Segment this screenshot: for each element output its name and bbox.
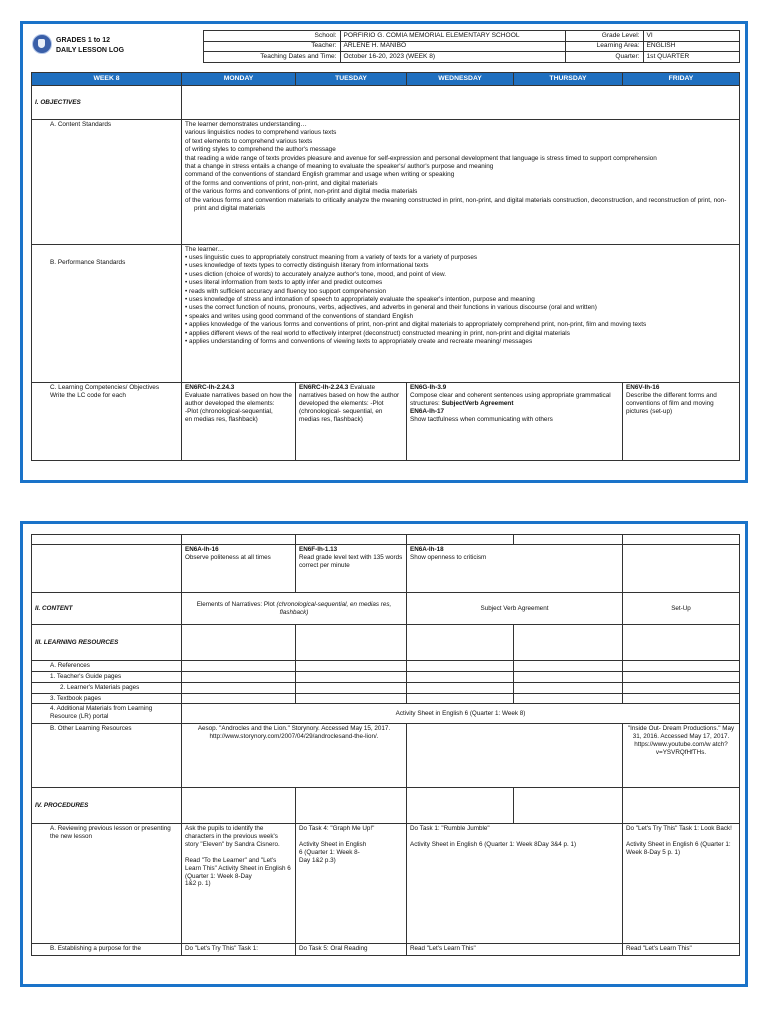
wednesday-competency: [407, 545, 623, 593]
friday-competency: [623, 383, 740, 461]
activity-sheet-value: Activity Sheet in English 6 (Quarter 1: Week 8): [182, 704, 740, 724]
competencies-cell: [32, 383, 182, 461]
review-monday: Ask the pupils to identify the characters in the previous week's story "Eleven" by Sandra Cisnero. Read "To the Learner" and "Let's Learn This" Activity Sheet in English 6 (Quarter 1: Week 8-Day 1&2 p. 1): [182, 824, 296, 944]
dates-label: Teaching Dates and Time:: [203, 52, 340, 63]
friday-header: FRIDAY: [623, 73, 740, 86]
lc-code: EN6V-Ih-16: [626, 384, 660, 391]
teacher-value: ARLENE H. MAÑIBO: [340, 41, 565, 52]
purpose-friday: Read "Let's Learn This": [623, 944, 740, 956]
teacher-label: Teacher:: [203, 41, 340, 52]
day-header-row: [32, 73, 740, 86]
review-tuesday: Do Task 4: "Graph Me Up!" Activity Sheet in English 6 (Quarter 1: Week 8- Day 1&2 p.3): [296, 824, 407, 944]
other-resources-label: B. Other Learning Resources: [32, 724, 182, 788]
lc-text: Show tactfulness when communicating with others: [410, 416, 553, 423]
tuesday-competency: [296, 383, 407, 461]
lc-text: Describe the different forms and conventions of film and moving pictures (set-up): [626, 392, 717, 415]
thursday-header: THURSDAY: [514, 73, 623, 86]
quarter-value: 1st QUARTER: [643, 52, 739, 63]
lc-code: EN6A-Ih-17: [410, 408, 445, 415]
log-title: DAILY LESSON LOG: [56, 46, 125, 54]
references-label: A. References: [32, 661, 182, 672]
learners-materials-label: 2. Learner's Materials pages: [32, 682, 182, 693]
content-label: II. CONTENT: [32, 593, 182, 625]
lc-text: Show openness to criticism: [410, 553, 487, 561]
other-resources-friday: "Inside Out- Dream Productions." May 31, 2016. Accessed May 17, 2017. https://www.youtube.com/w atch?v=YSVRQfHfTHs.: [623, 724, 740, 788]
lc-text: Evaluate narratives based on how the author developed the elements: -Plot (chronological-sequential, en medias res, flashback): [185, 392, 292, 423]
list-item: The learner demonstrates understanding…: [185, 121, 307, 128]
quarter-label: Quarter:: [565, 52, 643, 63]
objectives-label: I. OBJECTIVES: [32, 86, 182, 120]
lc-code: EN6A-Ih-18: [410, 546, 444, 553]
lesson-table: [31, 534, 740, 956]
lc-code: EN6F-Ih-1.13: [299, 546, 338, 553]
review-friday: Do "Let's Try This" Task 1: Look Back! Activity Sheet in English 6 (Quarter 1: Week 8-Day 5 p. 1): [623, 824, 740, 944]
performance-intro: The learner…: [185, 246, 225, 253]
purpose-tuesday: Do Task 5: Oral Reading: [296, 944, 407, 956]
lc-code: EN6RC-Ih-2.24.3: [185, 384, 235, 391]
lc-text: Evaluate narratives based on how the author developed the elements: -Plot (chronological- sequential, en medias res, flashback): [299, 384, 400, 423]
content-standards-label: A. Content Standards: [32, 120, 182, 245]
list-item: various linguistics nodes to comprehend various texts: [185, 129, 337, 137]
textbook-label: 3. Textbook pages: [32, 693, 182, 704]
list-item: that a change in stress entails a change of meaning to evaluate the speaker's/ author's purpose and meaning: [185, 163, 494, 171]
dll-page-2: [20, 521, 748, 987]
content-standards-list: [185, 121, 736, 213]
monday-competency: [182, 383, 296, 461]
lc-text: Compose clear and coherent sentences using appropriate grammatical structures:: [410, 392, 611, 407]
lc-code: EN6RC-Ih-2.24.3: [299, 384, 349, 391]
wednesday-header: WEDNESDAY: [407, 73, 514, 86]
review-label: A. Reviewing previous lesson or presenting the new lesson: [32, 824, 182, 944]
purpose-label: B. Establishing a purpose for the: [32, 944, 182, 956]
competencies-sub: Write the LC code for each: [50, 392, 126, 399]
list-item: • uses the correct function of nouns, pronouns, verbs, adjectives, and adverbs in general and their functions in various discourse (oral and written): [185, 304, 736, 312]
list-item: • uses diction (choice of words) to accurately analyze author's tone, mood, and point of view.: [185, 271, 736, 279]
lc-text: Read grade level text with 135 words correct per minute: [299, 553, 403, 569]
list-item: of the various forms and conventions of print, non-print and digital media materials: [185, 188, 418, 196]
list-item: of the various forms and convention materials to critically analyze the meaning constructed in print, non-print, and digital materials construction, deconstruction, and reconstruction of print, non-print and digital materials: [185, 196, 727, 213]
wednesday-competency: [407, 383, 623, 461]
list-item: • uses knowledge of texts types to correctly distinguish literary from informational texts: [185, 262, 736, 270]
list-item: that reading a wide range of texts provides pleasure and avenue for self-expression and personal development that language is stress timed to support comprehension: [185, 154, 657, 162]
performance-standards-label: B. Performance Standards: [32, 245, 182, 383]
list-item: • uses literal information from texts to aptly infer and predict outcomes: [185, 279, 736, 287]
purpose-monday: Do "Let's Try This" Task 1:: [182, 944, 296, 956]
list-item: of text elements to comprehend various texts: [185, 137, 313, 145]
review-wednesday: Do Task 1: "Rumble Jumble" Activity Sheet in English 6 (Quarter 1: Week 8Day 3&4 p. 1): [407, 824, 623, 944]
monday-header: MONDAY: [182, 73, 296, 86]
tuesday-competency: [296, 545, 407, 593]
list-item: • applies understanding of forms and conventions of viewing texts to appropriately create and recreate meaning/ messages: [185, 338, 736, 346]
lc-code: EN6A-Ih-16: [185, 546, 219, 553]
grade-label: Grade Level:: [565, 31, 643, 42]
purpose-wednesday: Read "Let's Learn This": [407, 944, 623, 956]
list-item: of the forms and conventions of print, non-print, and digital materials: [185, 179, 378, 187]
monday-competency: [182, 545, 296, 593]
week-label: WEEK 8: [32, 73, 182, 86]
list-item: • applies different views of the real world to effectively interpret (deconstruct) constructed meaning in print, non-print and digital materials: [185, 330, 736, 338]
additional-materials-label: 4. Additional Materials from Learning Resource (LR) portal: [32, 704, 182, 724]
resources-label: III. LEARNING RESOURCES: [32, 625, 182, 661]
dll-page-1: [20, 21, 748, 483]
school-label: School:: [203, 31, 340, 42]
lc-text-bold: SubjectVerb Agreement: [441, 400, 514, 407]
content-wednesday: Subject Verb Agreement: [407, 593, 623, 625]
competencies-label: C. Learning Competencies/ Objectives: [50, 384, 160, 391]
content-friday: Set-Up: [623, 593, 740, 625]
tuesday-header: TUESDAY: [296, 73, 407, 86]
other-resources-monday: Aesop. "Androcles and the Lion." Storynory. Accessed May 15, 2017. http://www.storynory.com/2007/04/29/androclesand-the-lion/.: [182, 724, 407, 788]
teachers-guide-label: 1. Teacher's Guide pages: [32, 671, 182, 682]
lc-text: Observe politeness at all times: [185, 553, 271, 561]
content-text: Elements of Narratives: Plot: [196, 600, 277, 608]
content-text-italic: (chronological-sequential, en medias res, flashback): [276, 600, 392, 616]
list-item: • reads with sufficient accuracy and fluency too support comprehension: [185, 288, 736, 296]
list-item: • speaks and writes using good command of the conventions of standard English: [185, 313, 736, 321]
list-item: • uses knowledge of stress and intonation of speech to appropriately evaluate the speaker's intention, purpose and meaning: [185, 296, 736, 304]
list-item: • applies knowledge of the various forms and conventions of print, non-print and digital materials to appropriately comprehend print, non-print, film and moving texts: [185, 321, 736, 329]
list-item: command of the conventions of standard English grammar and usage when writing or speaking: [185, 171, 455, 179]
lc-code: EN6G-Ih-3.9: [410, 384, 447, 391]
header-table: [31, 30, 740, 63]
performance-standards-list: [185, 254, 736, 346]
grade-value: VI: [643, 31, 739, 42]
list-item: of writing styles to comprehend the author's message: [185, 146, 336, 154]
school-value: PORFIRIO G. COMIA MEMORIAL ELEMENTARY SCHOOL: [340, 31, 565, 42]
area-value: ENGLISH: [643, 41, 739, 52]
dates-value: October 16-20, 2023 (WEEK 8): [340, 52, 565, 63]
grades-label: GRADES 1 to 12: [56, 37, 111, 44]
procedures-label: IV. PROCEDURES: [32, 788, 182, 824]
content-monday: [182, 593, 407, 625]
area-label: Learning Area:: [565, 41, 643, 52]
list-item: • uses linguistic cues to appropriately construct meaning from a variety of texts for a variety of purposes: [185, 254, 736, 262]
objectives-table: [31, 72, 740, 461]
